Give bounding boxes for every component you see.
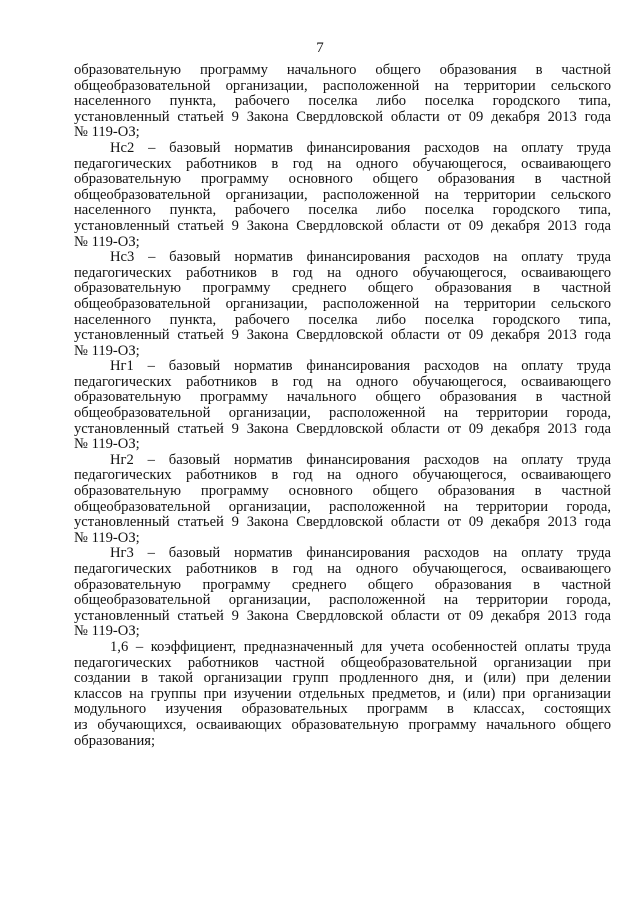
- text-line: населенного пункта, рабочего поселка либо поселка городского типа,: [74, 312, 611, 328]
- text-line: Нс2 – базовый норматив финансирования расходов на оплату труда: [110, 140, 611, 156]
- text-line: установленный статьей 9 Закона Свердловской области от 09 декабря 2013 года: [74, 421, 611, 437]
- text-line: Нг1 – базовый норматив финансирования расходов на оплату труда: [110, 359, 611, 375]
- text-line: общеобразовательной организации, расположенной на территории сельского: [74, 187, 611, 203]
- text-line: Нг2 – базовый норматив финансирования расходов на оплату труда: [110, 452, 611, 468]
- text-line: 1,6 – коэффициент, предназначенный для учета особенностей оплаты труда: [110, 639, 611, 655]
- text-line: № 119-ОЗ;: [74, 343, 140, 359]
- paragraph-continuation: [74, 63, 611, 141]
- text-line: установленный статьей 9 Закона Свердловской области от 09 декабря 2013 года: [74, 218, 611, 234]
- text-line: образовательную программу основного общего образования в частной: [74, 172, 611, 188]
- text-line: общеобразовательной организации, расположенной на территории города,: [74, 499, 611, 515]
- text-line: образовательную программу начального общего образования в частной: [74, 63, 611, 78]
- text-line: № 119-ОЗ;: [74, 437, 140, 453]
- text-line: установленный статьей 9 Закона Свердловской области от 09 декабря 2013 года: [74, 608, 611, 624]
- text-line: классов на группы при изучении отдельных предметов, и (или) при организации: [74, 686, 611, 702]
- text-line: населенного пункта, рабочего поселка либо поселка городского типа,: [74, 94, 611, 110]
- text-line: № 119-ОЗ;: [74, 530, 140, 546]
- text-line: создании в такой организации групп продленного дня, и (или) при делении: [74, 671, 611, 687]
- text-line: педагогических работников в год на одного обучающегося, осваивающего: [74, 265, 611, 281]
- text-line: общеобразовательной организации, расположенной на территории города,: [74, 593, 611, 609]
- text-line: Нг3 – базовый норматив финансирования расходов на оплату труда: [110, 546, 611, 562]
- paragraph-ns2: [74, 141, 611, 250]
- text-line: населенного пункта, рабочего поселка либо поселка городского типа,: [74, 203, 611, 219]
- text-line: образовательную программу начального общего образования в частной: [74, 390, 611, 406]
- text-line: № 119-ОЗ;: [74, 125, 140, 141]
- text-line: установленный статьей 9 Закона Свердловской области от 09 декабря 2013 года: [74, 109, 611, 125]
- text-line: установленный статьей 9 Закона Свердловской области от 09 декабря 2013 года: [74, 328, 611, 344]
- document-body: [74, 63, 611, 749]
- text-line: образования;: [74, 733, 156, 749]
- text-line: образовательную программу среднего общего образования в частной: [74, 281, 611, 297]
- text-line: образовательную программу среднего общего образования в частной: [74, 577, 611, 593]
- paragraph-ng2: [74, 453, 611, 547]
- text-line: из обучающихся, осваивающих образовательную программу начального общего: [74, 717, 611, 733]
- text-line: педагогических работников частной общеобразовательной организации при: [74, 655, 611, 671]
- text-line: общеобразовательной организации, расположенной на территории сельского: [74, 78, 611, 94]
- text-line: модульного изучения образовательных программ в классах, состоящих: [74, 702, 611, 718]
- text-line: № 119-ОЗ;: [74, 234, 140, 250]
- paragraph-ng3: [74, 546, 611, 640]
- text-line: № 119-ОЗ;: [74, 624, 140, 640]
- paragraph-ng1: [74, 359, 611, 453]
- text-line: педагогических работников в год на одного обучающегося, осваивающего: [74, 156, 611, 172]
- text-line: образовательную программу основного общего образования в частной: [74, 484, 611, 500]
- text-line: педагогических работников в год на одного обучающегося, осваивающего: [74, 468, 611, 484]
- text-line: общеобразовательной организации, расположенной на территории сельского: [74, 296, 611, 312]
- text-line: педагогических работников в год на одного обучающегося, осваивающего: [74, 562, 611, 577]
- text-line: общеобразовательной организации, расположенной на территории города,: [74, 406, 611, 422]
- page-number: 7: [316, 40, 324, 56]
- text-line: Нс3 – базовый норматив финансирования расходов на оплату труда: [110, 250, 611, 266]
- paragraph-coefficient: [74, 640, 611, 749]
- text-line: установленный статьей 9 Закона Свердловской области от 09 декабря 2013 года: [74, 515, 611, 531]
- text-line: педагогических работников в год на одного обучающегося, осваивающего: [74, 374, 611, 390]
- paragraph-ns3: [74, 250, 611, 359]
